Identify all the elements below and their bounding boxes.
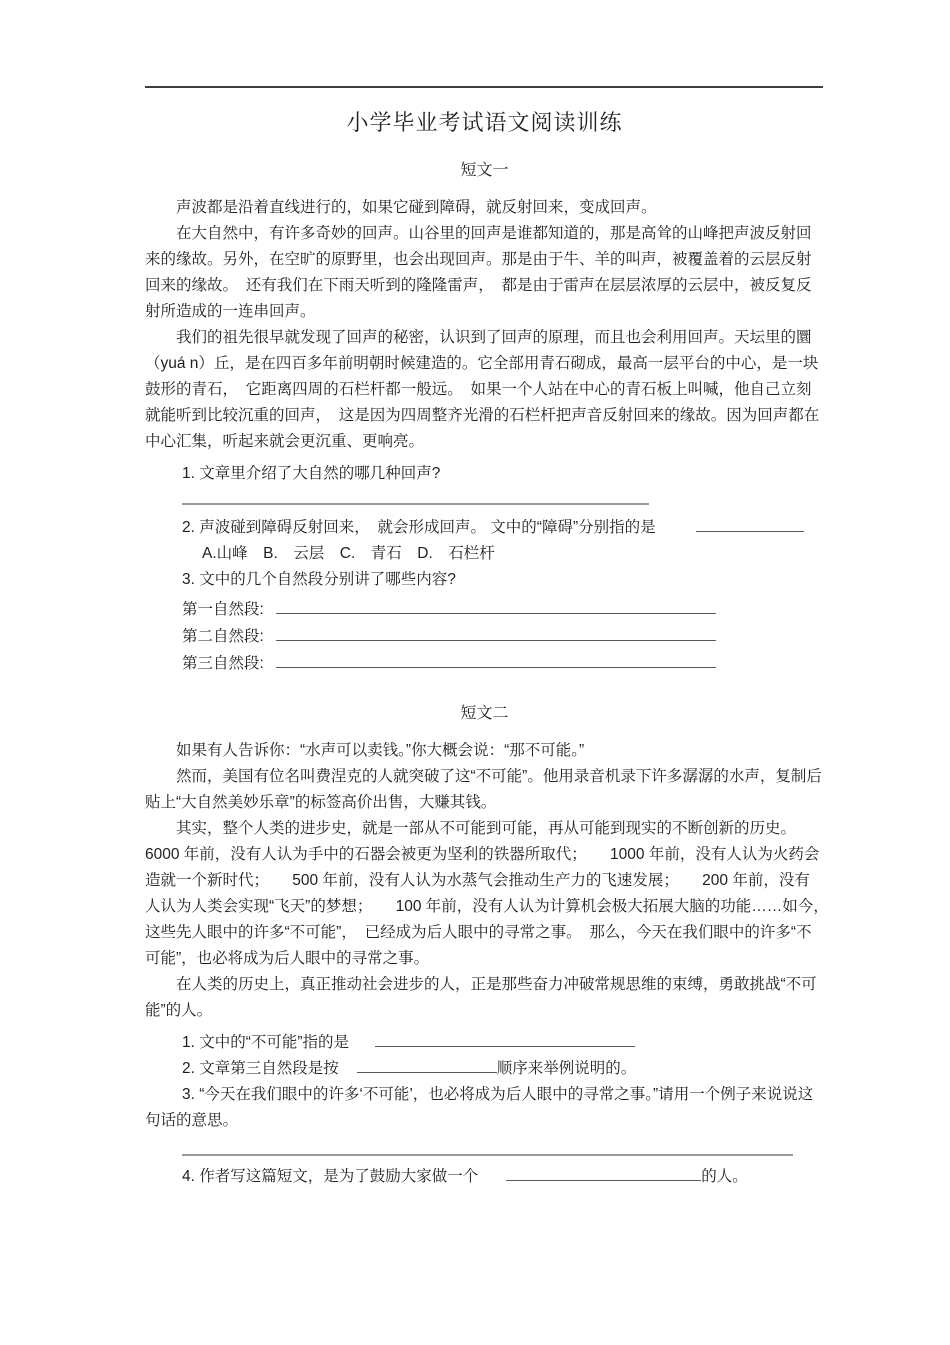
passage1-question-1: 1. 文章里介绍了大自然的哪几种回声?: [182, 465, 441, 482]
answer-line-q1: [182, 503, 649, 505]
paragraph-answer-row-3: [182, 650, 824, 677]
answer-blank-paragraph-3: [276, 654, 716, 668]
passage1-heading: 短文一: [460, 162, 509, 179]
passage2-heading: 短文二: [460, 705, 509, 722]
page-title: 小学毕业考试语文阅读训练: [346, 110, 623, 135]
document-content: [145, 88, 837, 1190]
passage2-paragraph-3: 其实，整个人类的进步史，就是一部从不可能到可能，再从可能到现实的不断创新的历史。 6000 年前，没有人认为手中的石器会被更为坚利的铁器所取代； 1000 年前，没有人认为火药会造就一个新时代； 500 年前，没有人认为水蒸气会推动生产力的飞速发展； 200 年前，没有人认为人类会实现“飞天”的梦想； 100 年前，没有人认为计算机会极大拓展大脑的功能……如今， 这些先人眼中的许多“不可能”， 已经成为后人眼中的寻常之事。 那么，今天在我们眼中的许多“不可能”，也必将成为后人眼中的寻常之事。: [145, 820, 837, 967]
passage2-question-2: [145, 1056, 824, 1082]
question-2-suffix: 顺序来举例说明的。: [496, 1060, 637, 1077]
passage1-paragraph-1: 声波都是沿着直线进行的，如果它碰到障碍，就反射回来，变成回声。: [176, 199, 657, 216]
answer-blank-paragraph-2: [276, 627, 716, 641]
passage1-question-3: 3. 文中的几个自然段分别讲了哪些内容?: [182, 571, 456, 588]
passage2-paragraph-1: 如果有人告诉你：“水声可以卖钱。”你大概会说：“那不可能。”: [176, 742, 585, 759]
question-1-text: 1. 文中的“不可能”指的是: [182, 1034, 350, 1051]
blank-label-3: 第三自然段:: [182, 655, 264, 672]
passage2-question-3: 3. “今天在我们眼中的许多‘不可能’，也必将成为后人眼中的寻常之事。”请用一个例子来说说这句话的意思。: [145, 1086, 814, 1129]
question-2-text: 2. 文章第三自然段是按: [182, 1060, 339, 1077]
answer-blank-p2-q1: [375, 1033, 635, 1047]
answer-blank-q2: [696, 518, 804, 532]
question-2-text: 2. 声波碰到障碍反射回来， 就会形成回声。 文中的“障碍”分别指的是: [182, 519, 656, 536]
passage2-paragraph-2: 然而，美国有位名叫费涅克的人就突破了这“不可能”。他用录音机录下许多潺潺的水声，复制后贴上“大自然美妙乐章”的标签高价出售，大赚其钱。: [145, 768, 822, 811]
blank-label-1: 第一自然段:: [182, 601, 264, 618]
paragraph-answer-row-2: [182, 623, 824, 650]
question-4-text: 4. 作者写这篇短文，是为了鼓励大家做一个: [182, 1168, 479, 1185]
answer-line-p2-q3: [182, 1154, 793, 1156]
question-4-suffix: 的人。: [701, 1168, 748, 1185]
passage2-question-1: [145, 1030, 824, 1056]
passage1-question-2: [145, 515, 824, 541]
answer-blank-p2-q4: [506, 1167, 701, 1181]
passage1-paragraph-2: 在大自然中，有许多奇妙的回声。山谷里的回声是谁都知道的，那是高耸的山峰把声波反射回来的缘故。另外，在空旷的原野里，也会出现回声。那是由于牛、羊的叫声，被覆盖着的云层反射回来的缘故。 还有我们在下雨天听到的隆隆雷声， 都是由于雷声在层层浓厚的云层中，被反复反射所造成的一连串回声。: [145, 225, 812, 320]
passage1-question-2-options: A.山峰 B. 云层 C. 青石 D. 石栏杆: [202, 545, 495, 562]
blank-label-2: 第二自然段:: [182, 628, 264, 645]
paragraph-answer-row-1: [182, 596, 824, 623]
answer-blank-paragraph-1: [276, 600, 716, 614]
passage2-question-4: [145, 1164, 824, 1190]
passage2-paragraph-4: 在人类的历史上，真正推动社会进步的人，正是那些奋力冲破常规思维的束缚，勇敢挑战“不可能”的人。: [145, 976, 817, 1019]
answer-blank-p2-q2: [357, 1059, 497, 1073]
passage1-paragraph-3: 我们的祖先很早就发现了回声的秘密，认识到了回声的原理，而且也会利用回声。天坛里的圜（yuá n）丘，是在四百多年前明朝时候建造的。它全部用青石砌成，最高一层平台的中心，是一块鼓形的青石， 它距离四周的石栏杆都一般远。 如果一个人站在中心的青石板上叫喊，他自己立刻就能听到比较沉重的回声， 这是因为四周整齐光滑的石栏杆把声音反射回来的缘故。因为回声都在中心汇集，听起来就会更沉重、更响亮。: [145, 329, 820, 450]
